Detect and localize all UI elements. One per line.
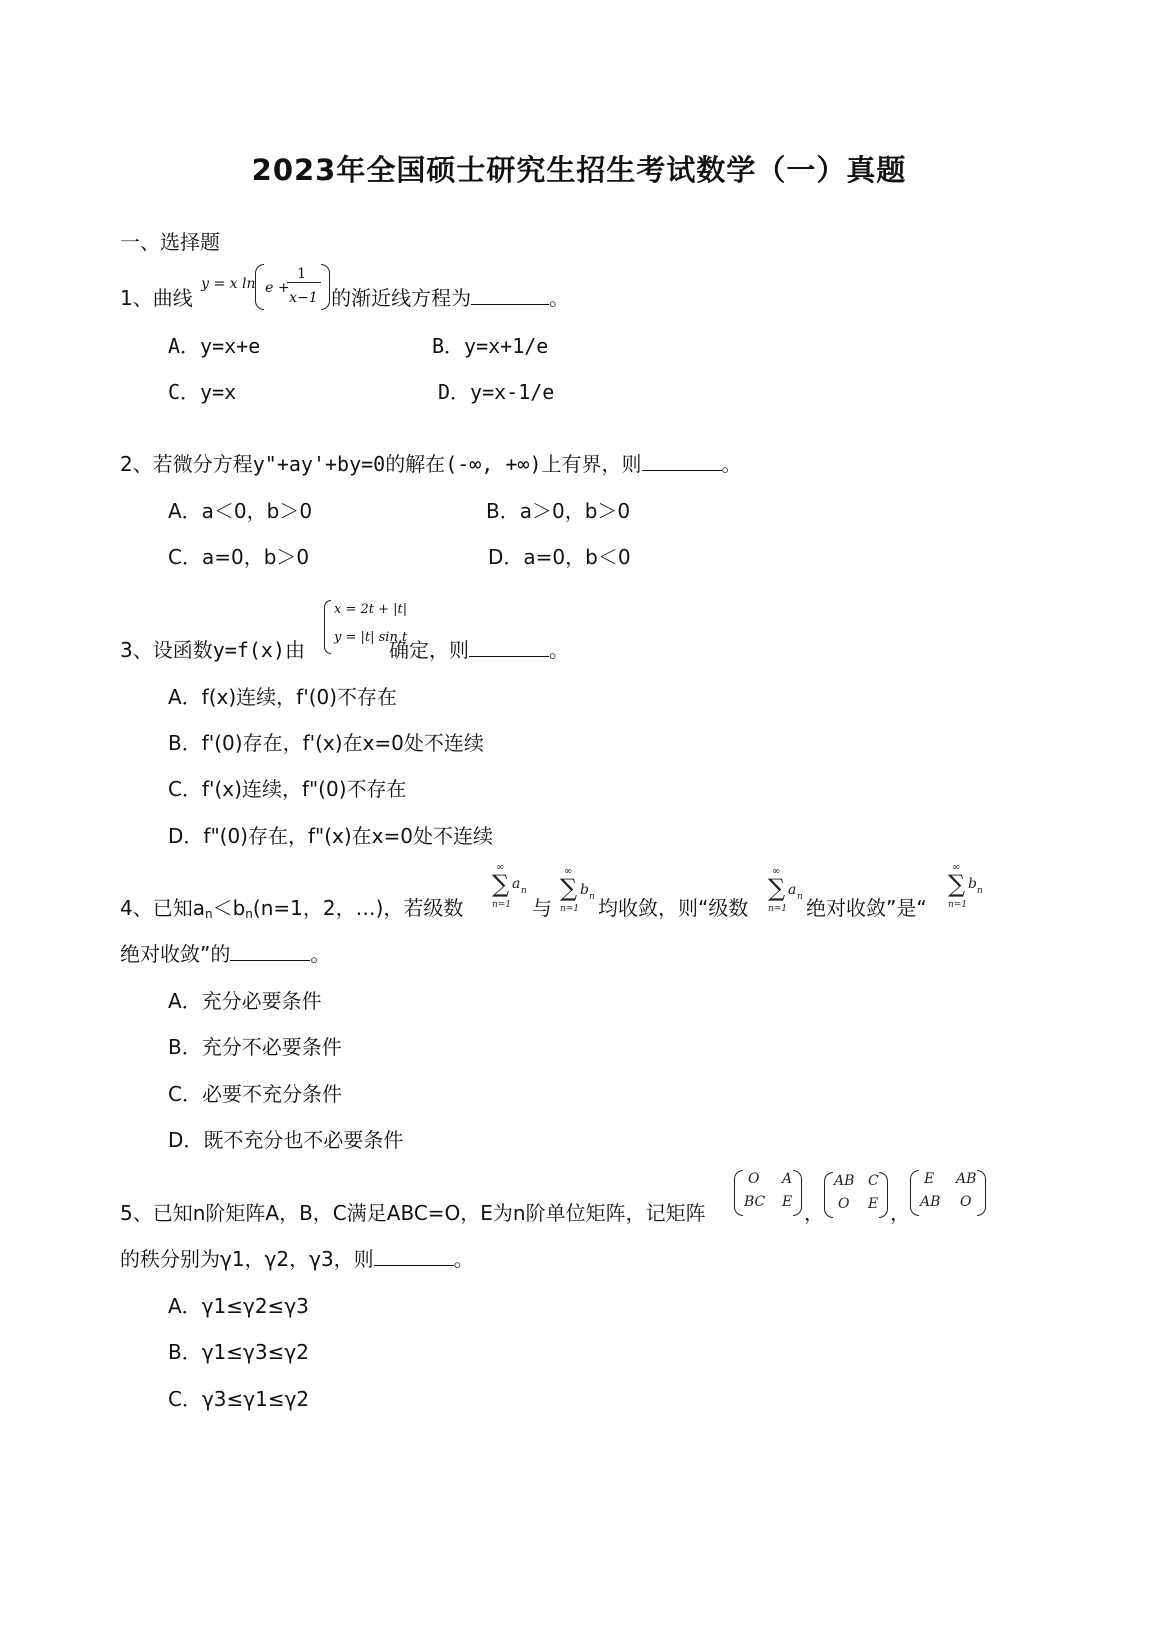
- section-heading: 一、选择题: [120, 230, 220, 254]
- q1-prefix: 1、曲线: [120, 286, 193, 310]
- q1-paren-right-icon: [321, 264, 330, 310]
- q1-formula-e: e +: [265, 280, 290, 296]
- q3-system-line2: y = |t| sin t: [334, 630, 408, 645]
- q1-formula-den: x−1: [289, 290, 318, 306]
- q5-option-b[interactable]: B．γ1≤γ3≤γ2: [168, 1340, 309, 1364]
- q4-end: 。: [310, 942, 331, 966]
- q3-prefix: 3、设函数: [120, 638, 213, 662]
- q5-line2-text: 的秩分别为γ1，γ2，γ3，则: [120, 1247, 374, 1271]
- q1-option-c[interactable]: C．y=x: [168, 380, 237, 404]
- q4-option-a[interactable]: A．充分必要条件: [168, 989, 322, 1013]
- question-5: 5、已知n阶矩阵A，B，C满足ABC=O，E为n阶单位矩阵，记矩阵: [120, 1201, 706, 1225]
- q1-answer-blank[interactable]: [471, 284, 549, 305]
- q3-mid: 由: [284, 638, 305, 662]
- q5-comma-1: ，: [804, 1201, 824, 1225]
- q2-answer-blank[interactable]: [642, 450, 722, 471]
- q2-mid: 的解在: [385, 452, 446, 476]
- q4-option-b[interactable]: B．充分不必要条件: [168, 1035, 342, 1059]
- question-1: [120, 266, 570, 312]
- question-4: [120, 894, 463, 928]
- q3-func: y=f(x): [212, 638, 285, 662]
- q3-answer-blank[interactable]: [469, 636, 549, 657]
- q4-sum-a-1: ∞ ∑ n=1 a n: [492, 862, 527, 910]
- matrix-bracket-right-icon: [977, 1170, 986, 1216]
- matrix-bracket-right-icon: [793, 1170, 802, 1216]
- q2-interval: (-∞, +∞): [445, 452, 542, 476]
- q1-formula: [199, 266, 331, 312]
- q2-option-a[interactable]: A．a＜0，b＞0: [168, 499, 313, 523]
- q5-matrix-2: AB C O E: [824, 1172, 888, 1216]
- q4-abs1: 绝对收敛”是“: [806, 896, 927, 920]
- q4-answer-blank[interactable]: [230, 940, 310, 961]
- matrix-bracket-left-icon: [824, 1172, 833, 1218]
- matrix-bracket-left-icon: [910, 1170, 919, 1216]
- q4-sum-b-2: ∞ ∑ n=1 b n: [948, 862, 983, 910]
- q2-equation: y"+ay'+by=0: [252, 452, 386, 476]
- q4-lt: ＜b: [212, 896, 246, 920]
- q4-both: 均收敛，则“级数: [598, 896, 749, 920]
- q4-option-c[interactable]: C．必要不充分条件: [168, 1082, 342, 1106]
- question-2: [120, 450, 742, 478]
- q3-option-a[interactable]: A．f(x)连续，f'(0)不存在: [168, 685, 398, 709]
- q4-prefix: 4、已知a: [120, 896, 205, 920]
- q4-line2-text: 绝对收敛”的: [120, 942, 231, 966]
- q4-option-d[interactable]: D．既不充分也不必要条件: [168, 1128, 404, 1152]
- q5-option-a[interactable]: A．γ1≤γ2≤γ3: [168, 1294, 309, 1318]
- q4-line2: [120, 940, 330, 968]
- q1-fraction-bar: [287, 282, 321, 283]
- q4-sum-b-1: ∞ ∑ n=1 b n: [560, 866, 595, 914]
- matrix-bracket-right-icon: [879, 1172, 888, 1218]
- question-3: [120, 636, 569, 664]
- q2-suffix: 上有界，则: [541, 452, 642, 476]
- q5-end: 。: [453, 1247, 474, 1271]
- q1-option-a[interactable]: A．y=x+e: [168, 334, 261, 358]
- q1-option-d[interactable]: D．y=x-1/e: [438, 380, 555, 404]
- q1-formula-lhs: y = x ln: [201, 276, 256, 292]
- q4-sub-n: n: [204, 907, 213, 921]
- q3-end: 。: [548, 638, 569, 662]
- q2-prefix: 2、若微分方程: [120, 452, 253, 476]
- page-title: 2023年全国硕士研究生招生考试数学（一）真题: [251, 153, 907, 187]
- q1-paren-left-icon: [255, 264, 264, 310]
- q5-matrix-3: E AB AB O: [910, 1170, 986, 1214]
- q2-option-c[interactable]: C．a=0，b＞0: [168, 545, 310, 569]
- q3-option-b[interactable]: B．f'(0)存在，f'(x)在x=0处不连续: [168, 731, 484, 755]
- q4-sum-a-2: ∞ ∑ n=1 a n: [768, 866, 803, 914]
- q4-cond: (n=1，2，…)，若级数: [252, 896, 464, 920]
- q4-and: 与: [532, 896, 552, 920]
- q4-sub-n-b: n: [245, 907, 253, 921]
- matrix-bracket-left-icon: [734, 1170, 743, 1216]
- q5-comma-2: ，: [890, 1201, 910, 1225]
- q1-formula-num: 1: [297, 266, 307, 282]
- q2-option-d[interactable]: D．a=0，b＜0: [488, 545, 631, 569]
- q2-end: 。: [721, 452, 742, 476]
- q1-end: 。: [549, 286, 570, 310]
- q1-suffix: 的渐近线方程为: [331, 286, 472, 310]
- q3-suffix: 确定，则: [388, 638, 469, 662]
- q2-option-b[interactable]: B．a＞0，b＞0: [486, 499, 631, 523]
- q3-option-c[interactable]: C．f'(x)连续，f"(0)不存在: [168, 777, 407, 801]
- q3-option-d[interactable]: D．f"(0)存在，f"(x)在x=0处不连续: [168, 824, 493, 848]
- q5-option-c[interactable]: C．γ3≤γ1≤γ2: [168, 1387, 310, 1411]
- q5-matrix-1: O A BC E: [734, 1170, 802, 1214]
- q3-system-line1: x = 2t + |t|: [334, 602, 408, 617]
- q5-line2: [120, 1245, 474, 1273]
- q5-answer-blank[interactable]: [374, 1245, 454, 1266]
- q1-option-b[interactable]: B．y=x+1/e: [432, 334, 549, 358]
